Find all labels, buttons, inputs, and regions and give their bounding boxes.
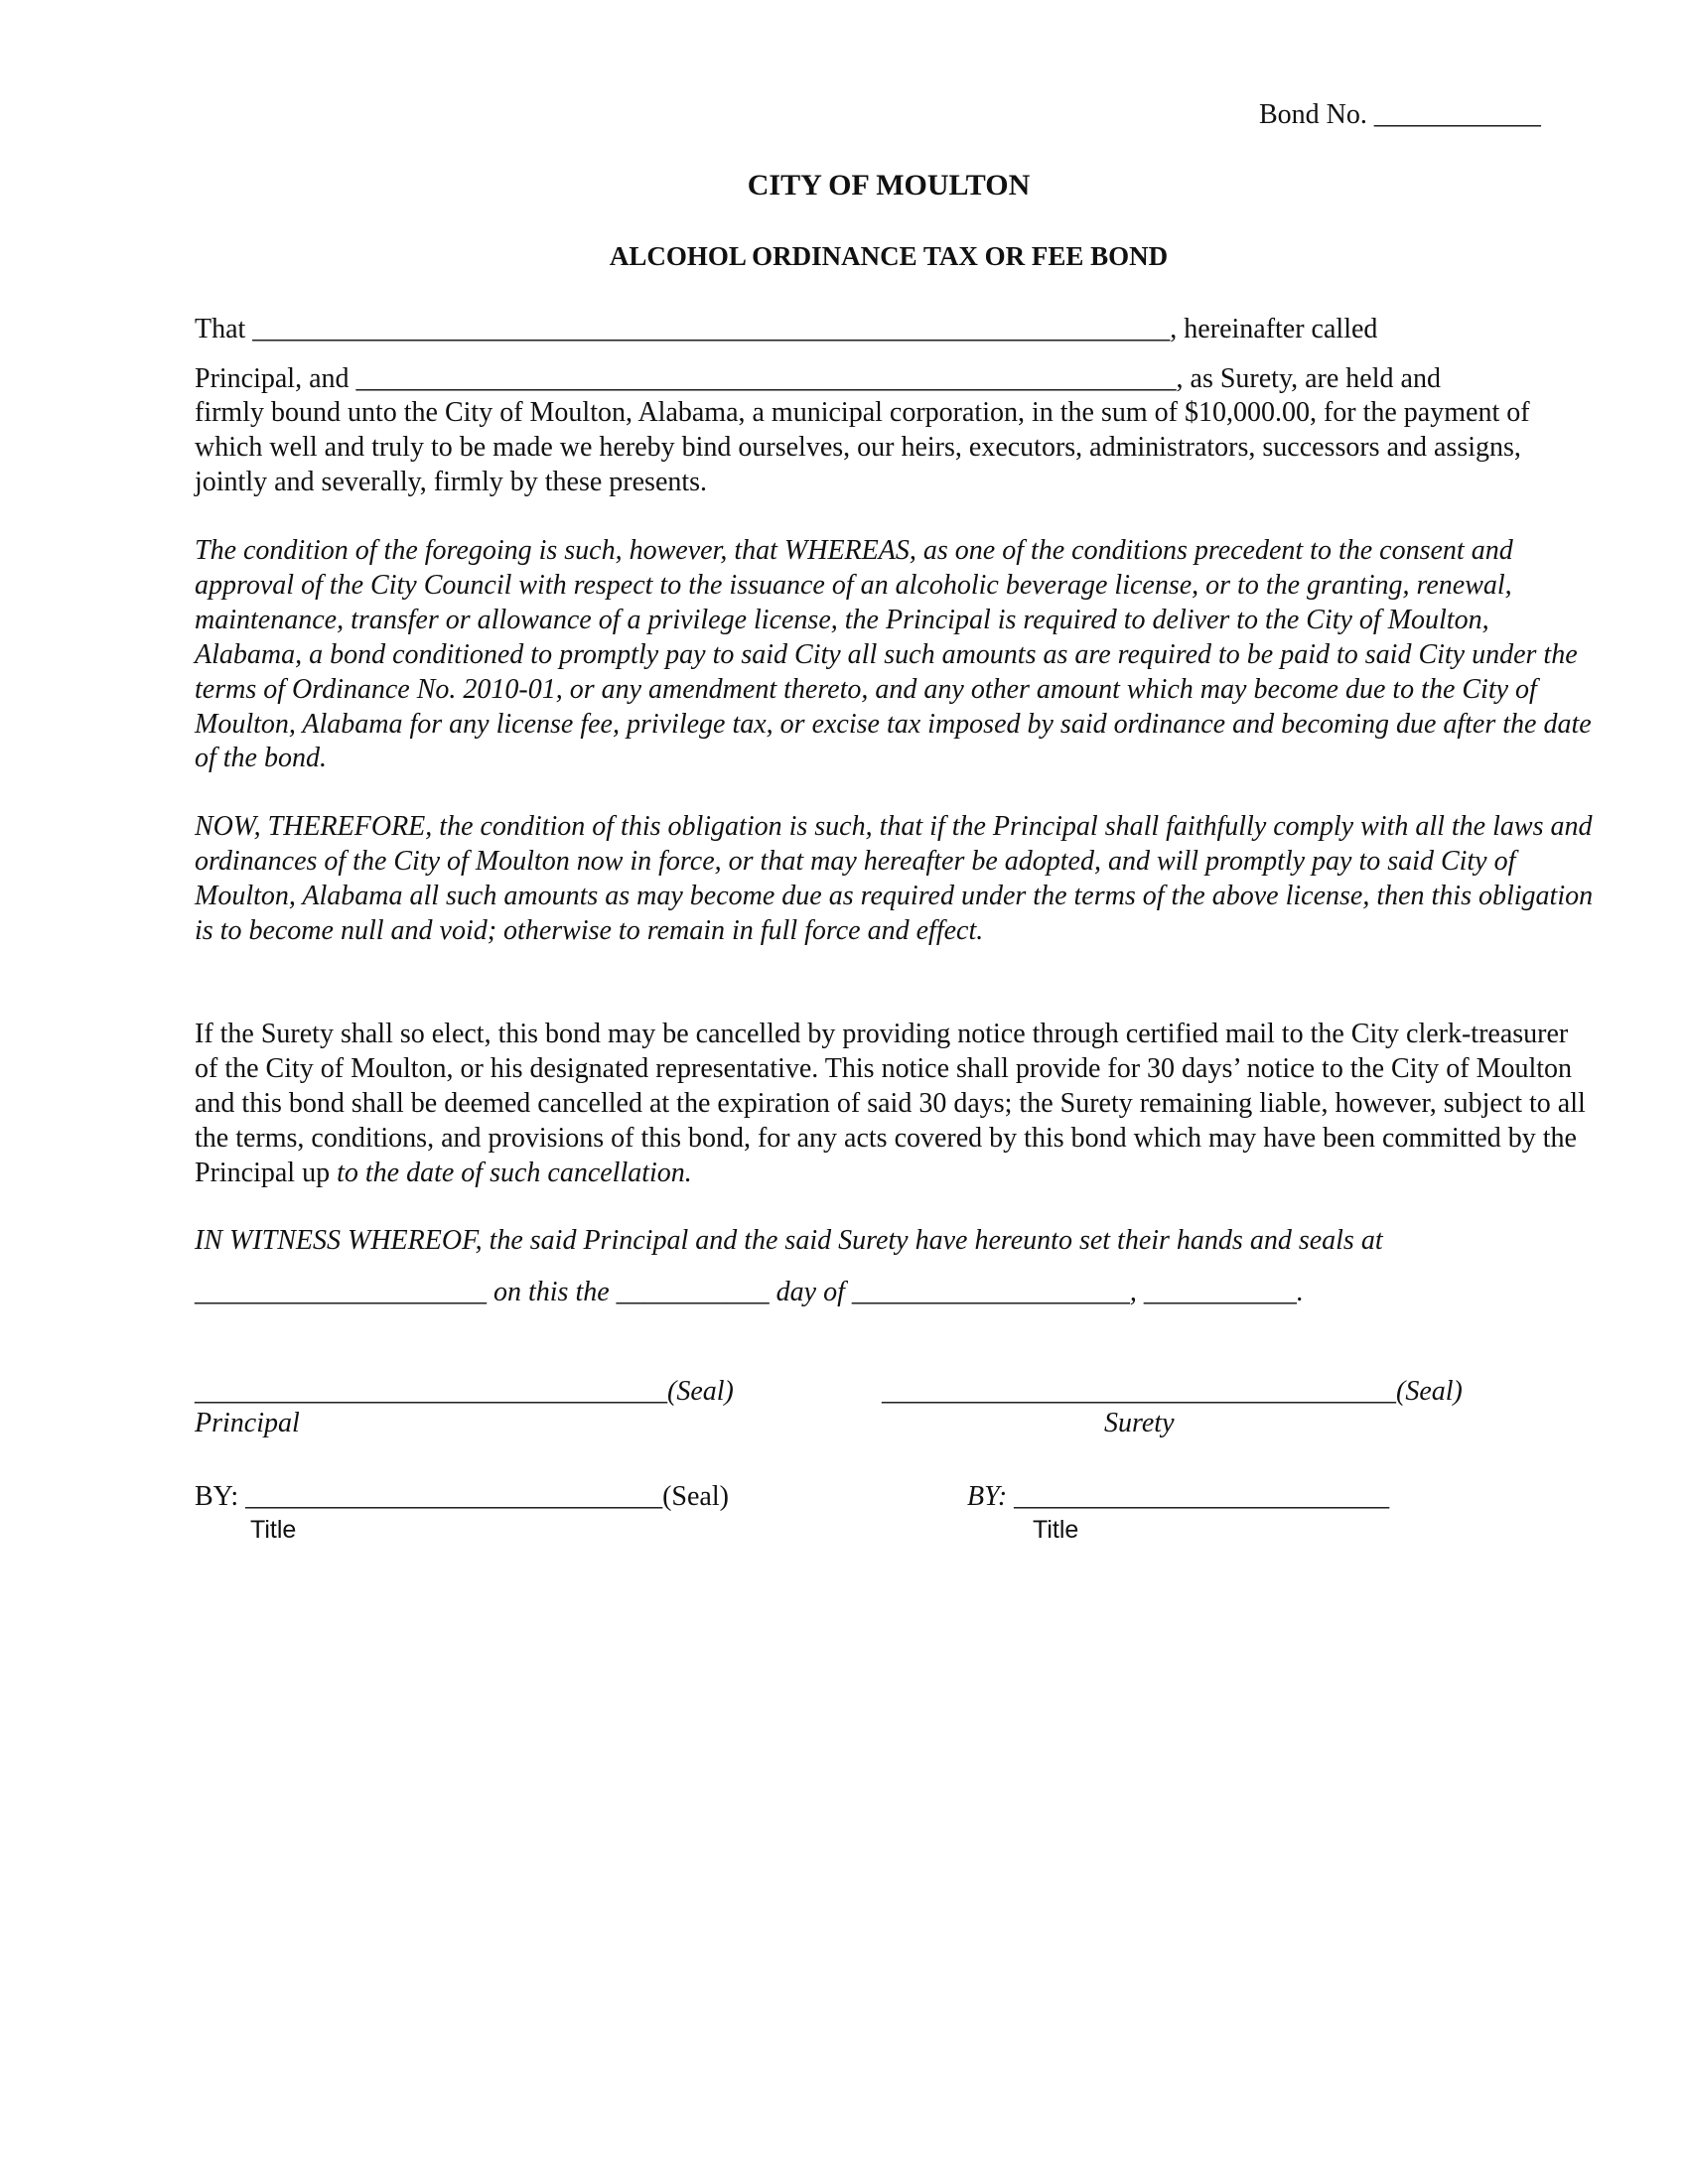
cancellation-tail: to the date of such cancellation.	[337, 1157, 692, 1188]
cancellation-paragraph	[195, 1018, 1595, 1191]
opening-paragraph: firmly bound unto the City of Moulton, Alabama, a municipal corporation, in the sum of $10,000.00, for the payment of which well and truly to be made we hereby bind ourselves, our heirs, executors, administrators, successors and assigns, jointly and severally, firmly by these presents.	[195, 397, 1530, 497]
opening-line-surety: Principal, and ___________________________________________________________, as Surety, are held and	[195, 363, 1441, 394]
by-line-surety: BY: ___________________________	[967, 1481, 1390, 1512]
document-subtitle: ALCOHOL ORDINANCE TAX OR FEE BOND	[609, 241, 1169, 271]
bond-number: Bond No. ____________	[1259, 99, 1541, 130]
witness-date-line: _____________________ on this the ___________ day of ____________________, ___________.	[195, 1277, 1304, 1307]
therefore-paragraph: NOW, THEREFORE, the condition of this obligation is such, that if the Principal shall faithfully comply with all the laws and ordinances of the City of Moulton now in force, or that may hereafter be adopted, and will promptly pay to said City of Moulton, Alabama all such amounts as may become due as required under the terms of the above license, then this obligation is to become null and void; otherwise to remain in full force and effect.	[195, 811, 1594, 946]
surety-signature-line: _____________________________________(Seal)	[882, 1376, 1463, 1407]
cancellation-text: If the Surety shall so elect, this bond may be cancelled by providing notice through certified mail to the City clerk-treasurer of the City of Moulton, or his designated representative. This notice shall provide for 30 days’ notice to the City of Moulton and this bond shall be deemed cancelled at the expiration of said 30 days; the Surety remaining liable, however, subject to all the terms, conditions, and provisions of this bond, for any acts covered by this bond which may have been committed by the Principal up	[195, 1019, 1586, 1188]
principal-label: Principal	[195, 1408, 300, 1438]
title-label-surety: Title	[1033, 1516, 1079, 1544]
by-line-principal: BY: ______________________________(Seal)	[195, 1481, 729, 1512]
opening-line-principal: That __________________________________________________________________, hereinafter called	[195, 314, 1378, 344]
surety-label: Surety	[1104, 1408, 1175, 1438]
document-title: CITY OF MOULTON	[747, 169, 1031, 202]
principal-signature-line: __________________________________(Seal)	[195, 1376, 734, 1407]
witness-line: IN WITNESS WHEREOF, the said Principal and the said Surety have hereunto set their hands and seals at	[195, 1225, 1383, 1256]
condition-paragraph: The condition of the foregoing is such, however, that WHEREAS, as one of the conditions precedent to the consent and approval of the City Council with respect to the issuance of an alcoholic beverage license, or to the granting, renewal, maintenance, transfer or allowance of a privilege license, the Principal is required to deliver to the City of Moulton, Alabama, a bond conditioned to promptly pay to said City all such amounts as are required to be paid to said City under the terms of Ordinance No. 2010-01, or any amendment thereto, and any other amount which may become due to the City of Moulton, Alabama for any license fee, privilege tax, or excise tax imposed by said ordinance and becoming due after the date of the bond.	[195, 535, 1592, 774]
title-label-principal: Title	[250, 1516, 297, 1544]
